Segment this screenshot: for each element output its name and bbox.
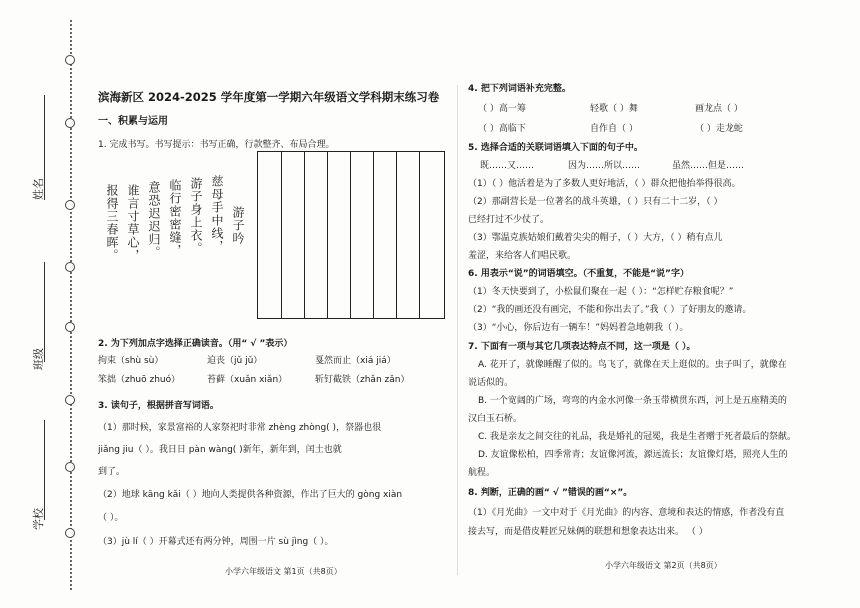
q8-line: （1）《月光曲》一文中对于《月光曲》的内容、意境和表达的情感，作者没有直 <box>468 508 785 518</box>
q7-option-line: A. 花开了，就像睡醒了似的。鸟飞了，就像在天上逛似的。虫子叫了，就像在 <box>478 360 787 370</box>
school-label: 学校 <box>32 508 45 530</box>
q4-item[interactable]: 轻歌（ ）舞 <box>590 104 638 114</box>
name-label: 姓名 <box>32 178 45 200</box>
q6-line: （2）“我的画还没有画完，不能和你出去了。”我（ ）了好朋友的邀请。 <box>468 305 752 315</box>
q8-line: 接去写，而是借皮鞋匠兄妹俩的联想和想象表达出来。 （ ） <box>468 527 708 537</box>
q3-line: （ ）。 <box>98 513 124 523</box>
q5-line: （2）那副营长是一位著名的战斗英雄，（ ）只有二十二岁，（ ） <box>468 197 723 207</box>
q7-prompt: 7. 下面有一项与其它几项表达特点不同，这一项是（ ）。 <box>468 342 696 352</box>
q5-option: 因为……所以…… <box>568 161 641 171</box>
q3-line: jiǎng jiu（ ）。我日日 pàn wàng( )新年，新年到，闰土也就 <box>98 445 342 455</box>
section-heading: 一、积累与运用 <box>98 116 168 127</box>
binding-hole <box>65 55 75 65</box>
binding-hole <box>65 528 75 538</box>
name-line <box>44 95 45 200</box>
q7-option-line: 汉白玉石桥。 <box>468 414 523 424</box>
q2-item[interactable]: 戛然而止（xiá jiá） <box>315 356 396 366</box>
q6-prompt: 6. 用表示“说”的词语填空。（不重复，不能是“说”字） <box>468 269 689 279</box>
poem-line: 游子身上衣。 <box>189 177 203 255</box>
poem-line: 意恐迟迟归。 <box>147 181 161 259</box>
binding-hole <box>65 322 75 332</box>
q7-option-line: D. 友谊像松柏，四季常青；友谊像河流，源远流长；友谊像灯塔，照亮人生的 <box>478 450 788 460</box>
q5-line: 已经打过不少仗了。 <box>468 215 550 225</box>
q7-option-line: C. 我是亲友之间交往的礼品，我是婚礼的冠冕，我是生者赠于死者最后的祭献。 <box>478 432 797 442</box>
q4-item[interactable]: 自作自（ ） <box>590 124 638 134</box>
q7-option-line: B. 一个宽阔的广场，弯弯的内金水河像一条玉带横贯东西，河上是五座精美的 <box>478 396 787 406</box>
binding-hole <box>65 200 75 210</box>
poem-line: 谁言寸草心， <box>126 184 140 262</box>
poem-line: 临行密密缝， <box>168 179 182 257</box>
q6-line: （3）“小心，你后边有一辆车！”妈妈着急地朝我（ ）。 <box>468 323 689 333</box>
q2-item[interactable]: 苔藓（xuǎn xiǎn） <box>207 375 288 385</box>
binding-hole <box>65 118 75 128</box>
q5-line: 羞涩，来给客人们唱民歌。 <box>468 251 577 261</box>
q2-item[interactable]: 斩钉截铁（zhǎn zǎn） <box>315 375 410 385</box>
q2-item[interactable]: 笨拙（zhuō zhuó） <box>98 375 181 385</box>
right-page-footer: 小学六年级语文 第2页（共8页） <box>605 561 722 570</box>
q8-prompt: 8. 判断，正确的画“ √ ”错误的画“×”。 <box>468 488 633 498</box>
q3-line: （3）jù lí（ ）开幕式还有两分钟，周围一片 sù jìng（ ）。 <box>98 537 334 547</box>
q5-line: （1）（ ）他活着是为了多数人更好地活，（ ）群众把他抬举得很高。 <box>468 179 741 189</box>
q4-item[interactable]: （ ）高一筹 <box>478 104 526 114</box>
q2-item[interactable]: 拘束（shù sù） <box>98 356 164 366</box>
class-line <box>44 262 45 362</box>
binding-dotted-line <box>70 20 72 590</box>
q5-option: 既……又…… <box>480 161 535 171</box>
poem-line: 报得三春晖。 <box>105 184 119 262</box>
binding-hole <box>65 462 75 472</box>
q3-line: （2）地球 kāng kǎi（ ）地向人类提供各种资源，作出了巨大的 gòng xiàn <box>98 490 403 500</box>
q4-item[interactable]: （ ）走龙蛇 <box>695 124 743 134</box>
q7-option-line: 航程。 <box>468 468 496 478</box>
writing-grid[interactable] <box>257 151 445 319</box>
binding-hole <box>65 262 75 272</box>
page-divider <box>457 85 458 575</box>
q2-prompt: 2. 为下列加点字选择正确读音。（用“ √ ”表示） <box>98 339 293 349</box>
q4-prompt: 4. 把下列词语补充完整。 <box>468 84 571 94</box>
q5-line: （3）鄂温克族姑娘们戴着尖尖的帽子，（ ）大方，（ ）稍有点儿 <box>468 233 723 243</box>
class-label: 班级 <box>32 348 45 370</box>
q5-option: 虽然……但是…… <box>672 161 745 171</box>
school-line <box>44 420 45 520</box>
q2-item[interactable]: 迫丧（jǔ jǔ） <box>207 356 263 366</box>
q1-prompt: 1. 完成书写。书写提示：书写正确，行款整齐、布局合理。 <box>98 140 335 150</box>
poem-line: 慈母手中线， <box>210 175 224 253</box>
left-page-footer: 小学六年级语文 第1页（共8页） <box>225 567 342 576</box>
binding-hole <box>65 395 75 405</box>
q5-prompt: 5. 选择合适的关联词语填入下面的句子中。 <box>468 143 643 153</box>
exam-title: 滨海新区 2024-2025 学年度第一学期六年级语文学科期末练习卷 <box>98 90 440 104</box>
q3-prompt: 3. 读句子，根据拼音写词语。 <box>98 401 219 411</box>
q7-option-line: 说话似的。 <box>468 378 514 388</box>
q6-line: （1）冬天快要到了，小松鼠们聚在一起（ ）：“怎样贮存粮食呢？” <box>468 287 734 297</box>
q4-item[interactable]: 画龙点（ ） <box>695 104 743 114</box>
poem-title: 游子吟 <box>231 206 245 245</box>
q4-item[interactable]: （ ）高临下 <box>478 124 526 134</box>
q3-line: 到了。 <box>98 467 126 477</box>
q3-line: （1）那时候，家景富裕的人家祭祀时非常 zhèng zhòng( )，祭器也很 <box>98 423 382 433</box>
